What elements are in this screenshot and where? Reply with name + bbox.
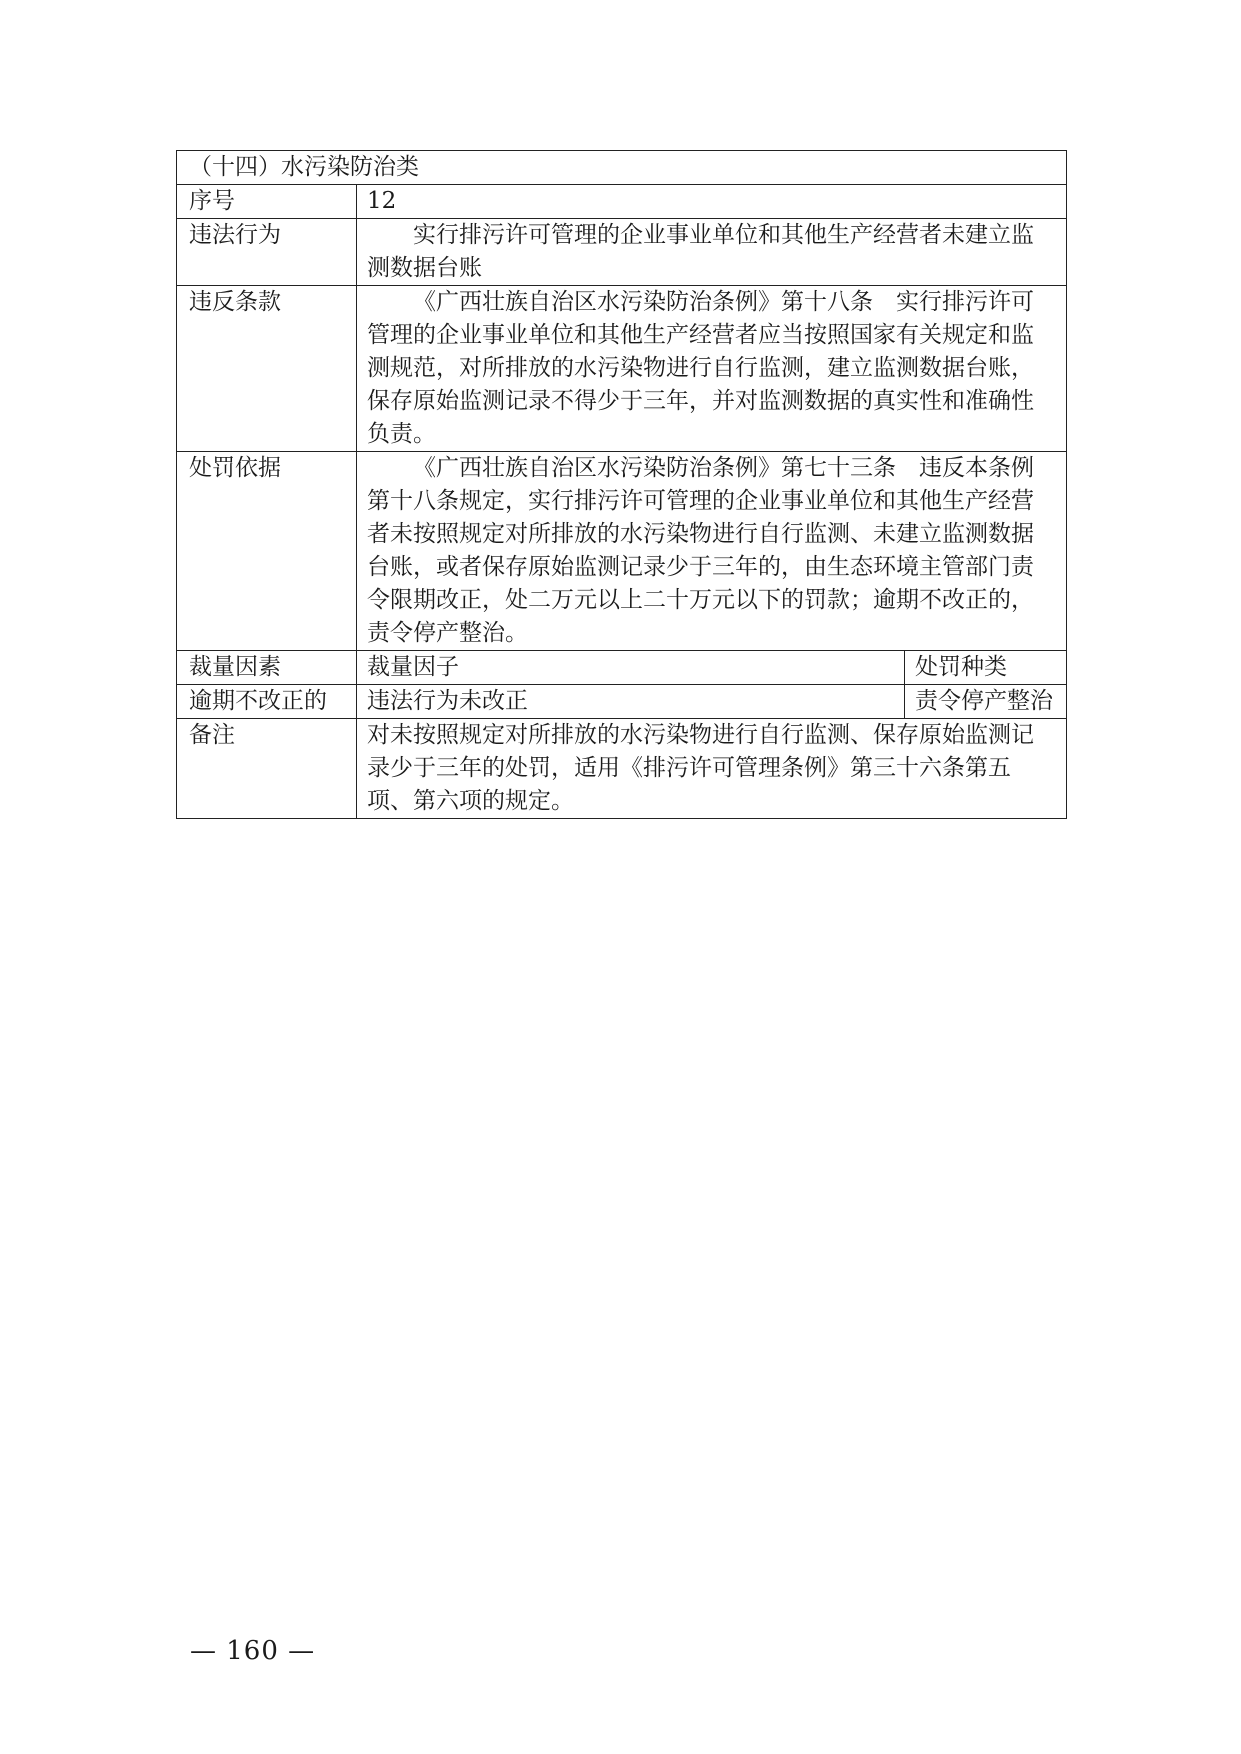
page-number: — 160 —	[190, 1636, 316, 1666]
penalty-table	[176, 150, 1067, 819]
serial-row	[177, 185, 1067, 219]
section-title-row	[177, 151, 1067, 185]
discretion-item-cell: 违法行为未改正	[357, 685, 905, 719]
discretion-factor-cell: 逾期不改正的	[177, 685, 357, 719]
penalty-basis-row	[177, 452, 1067, 651]
penalty-basis-label: 处罚依据	[177, 452, 357, 651]
discretion-row	[177, 685, 1067, 719]
discretion-header-row	[177, 651, 1067, 685]
discretion-factor-header: 裁量因素	[177, 651, 357, 685]
discretion-item-header: 裁量因子	[357, 651, 905, 685]
violation-value: 实行排污许可管理的企业事业单位和其他生产经营者未建立监测数据台账	[357, 219, 1067, 286]
violated-clause-row	[177, 286, 1067, 452]
violation-row	[177, 219, 1067, 286]
violated-clause-label: 违反条款	[177, 286, 357, 452]
violated-clause-value: 《广西壮族自治区水污染防治条例》第十八条 实行排污许可管理的企业事业单位和其他生产经营者应当按照国家有关规定和监测规范，对所排放的水污染物进行自行监测，建立监测数据台账，保存原始监测记录不得少于三年，并对监测数据的真实性和准确性负责。	[357, 286, 1067, 452]
violation-label: 违法行为	[177, 219, 357, 286]
serial-label: 序号	[177, 185, 357, 219]
section-title: （十四）水污染防治类	[177, 151, 1067, 185]
remarks-value: 对未按照规定对所排放的水污染物进行自行监测、保存原始监测记录少于三年的处罚，适用《排污许可管理条例》第三十六条第五项、第六项的规定。	[357, 719, 1067, 819]
remarks-row	[177, 719, 1067, 819]
remarks-label: 备注	[177, 719, 357, 819]
penalty-basis-value: 《广西壮族自治区水污染防治条例》第七十三条 违反本条例第十八条规定，实行排污许可管理的企业事业单位和其他生产经营者未按照规定对所排放的水污染物进行自行监测、未建立监测数据台账，或者保存原始监测记录少于三年的，由生态环境主管部门责令限期改正，处二万元以上二十万元以下的罚款；逾期不改正的，责令停产整治。	[357, 452, 1067, 651]
serial-value: 12	[357, 185, 1067, 219]
penalty-type-cell: 责令停产整治	[905, 685, 1067, 719]
penalty-type-header: 处罚种类	[905, 651, 1067, 685]
